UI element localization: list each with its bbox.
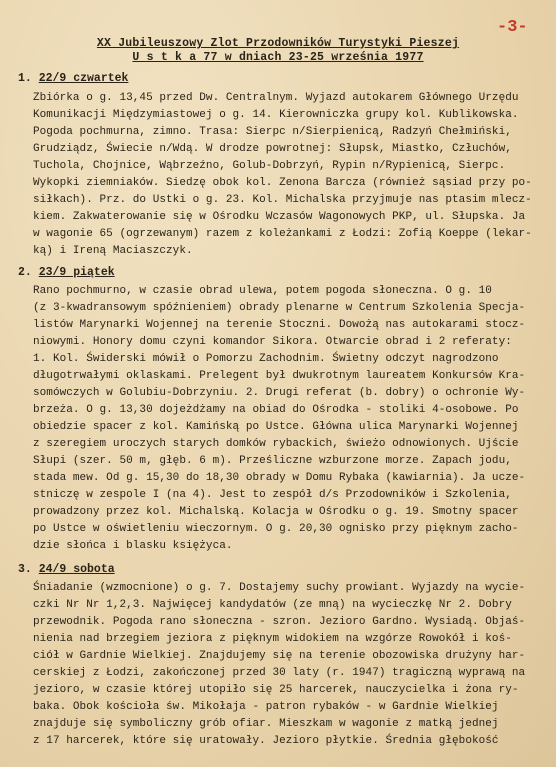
text-line: baka. Obok kościoła św. Mikołaja - patron rybaków - w Gardnie Wielkiej (33, 701, 499, 713)
section-number: 2. (18, 266, 32, 279)
document-subtitle (0, 51, 556, 64)
text-line: Pogoda pochmurna, zimno. Trasa: Sierpc n/Sierpienicą, Radzyń Chełmiński, (33, 126, 512, 138)
text-line: obiedzie spacer z kol. Kamińską po Ustce. Główna ulica Marynarki Wojennej (33, 421, 519, 433)
section-3-heading (18, 563, 115, 576)
text-line: Wykopki ziemniaków. Siedzę obok kol. Zenona Barcza (również sąsiad przy po- (33, 177, 532, 189)
text-line: Grudziądz, Świecie n/Wdą. W drodze powrotnej: Słupsk, Miastko, Człuchów, (33, 143, 512, 155)
text-line: brzeża. O g. 13,30 dojeżdżamy na obiad do Ośrodka - stoliki 4-osobowe. Po (33, 404, 519, 416)
text-line: ciół w Gardnie Wielkiej. Znajdujemy się na terenie obozowiska drużyny har- (33, 650, 526, 662)
text-line: długotrwałymi oklaskami. Prelegent był dwukrotnym laureatem Konkursów Kra- (33, 370, 526, 382)
section-2-heading (18, 266, 115, 279)
title-line-1: XX Jubileuszowy Zlot Przodowników Turystyki Pieszej (96, 37, 460, 50)
text-line: ką) i Ireną Maciaszczyk. (33, 245, 193, 257)
text-line: somówczych w Golubiu-Dobrzyniu. 2. Drugi referat (b. dobry) o ochronie Wy- (33, 387, 526, 399)
text-line: przewodnik. Pogoda rano słoneczna - szron. Jezioro Gardno. Wysiadą. Objaś- (33, 616, 526, 628)
text-line: Komunikacji Międzymiastowej o g. 14. Kierowniczka grupy kol. Kublikowska. (33, 109, 519, 121)
text-line: 1. Kol. Świderski mówił o Pomorzu Zachodnim. Świetny odczyt nagrodzono (33, 353, 499, 365)
text-line: Słupi (szer. 50 m, głęb. 6 m). Prześliczne wzburzone morze. Zapach jodu, (33, 455, 512, 467)
text-line: cerskiej z Łodzi, zakończonej przed 30 laty (r. 1947) tragiczną wyprawą na (33, 667, 526, 679)
title-line-2: U s t k a 77 w dniach 23-25 września 1977 (132, 51, 424, 64)
text-line: Rano pochmurno, w czasie obrad ulewa, potem pogoda słoneczna. O g. 10 (33, 285, 492, 297)
text-line: po Ustce w oświetleniu wieczornym. O g. 20,30 ognisko przy pięknym zacho- (33, 523, 519, 535)
text-line: jezioro, w czasie której utopiło się 25 harcerek, nauczycielka i żona ry- (33, 684, 519, 696)
text-line: z 17 harcerek, które się uratowały. Jezioro płytkie. Średnia głębokość (33, 735, 499, 747)
text-line: (z 3-kwadransowym spóźnieniem) obrady plenarne w Centrum Szkolenia Specja- (33, 302, 526, 314)
text-line: dzie słońca i blasku księżyca. (33, 540, 233, 552)
text-line: niowymi. Honory domu czyni komandor Sikora. Otwarcie obrad i 2 referaty: (33, 336, 512, 348)
text-line: z szeregiem uroczych starych domków rybackich, świeżo odnowionych. Ujście (33, 438, 519, 450)
text-line: w wagonie 65 (ogrzewanym) razem z koleżankami z Łodzi: Zofią Koeppe (lekar- (33, 228, 532, 240)
text-line: siłkach). Prz. do Ustki o g. 23. Kol. Michalska przyjmuje nas ptasim mlecz- (33, 194, 532, 206)
section-number: 1. (18, 72, 32, 85)
text-line: nienia nad brzegiem jeziora z pięknym widokiem na wzgórze Rowokół i koś- (33, 633, 512, 645)
section-date: 24/9 sobota (38, 563, 115, 576)
section-1-heading (18, 72, 128, 85)
section-date: 23/9 piątek (38, 266, 115, 279)
text-line: kiem. Zakwaterowanie się w Ośrodku Wczasów Wagonowych PKP, ul. Słupska. Ja (33, 211, 526, 223)
document-title (0, 37, 556, 50)
text-line: Śniadanie (wzmocnione) o g. 7. Dostajemy suchy prowiant. Wyjazdy na wycie- (33, 582, 526, 594)
section-date: 22/9 czwartek (38, 72, 129, 85)
text-line: czki Nr Nr 1,2,3. Najwięcej kandydatów (ze mną) na wycieczkę Nr 2. Dobry (33, 599, 512, 611)
text-line: stada mew. Od g. 15,30 do 18,30 obrady w Domu Rybaka (kawiarnia). Ja ucze- (33, 472, 526, 484)
section-number: 3. (18, 563, 32, 576)
text-line: Zbiórka o g. 13,45 przed Dw. Centralnym. Wyjazd autokarem Głównego Urzędu (33, 92, 519, 104)
text-line: znajduje się symboliczny grób ofiar. Mieszkam w wagonie z matką jednej (33, 718, 499, 730)
text-line: stniczę w zespole I (na 4). Jest to zespół d/s Przodowników i Szkolenia, (33, 489, 512, 501)
text-line: listów Marynarki Wojennej na terenie Stoczni. Dowożą nas autokarami stocz- (33, 319, 526, 331)
text-line: Tuchola, Chojnice, Wąbrzeźno, Golub-Dobrzyń, Rypin n/Rypienicą, Sierpc. (33, 160, 506, 172)
page-number: -3- (497, 18, 528, 37)
text-line: prowadzony przez kol. Michalską. Kolacja w Ośrodku o g. 19. Smotny spacer (33, 506, 519, 518)
